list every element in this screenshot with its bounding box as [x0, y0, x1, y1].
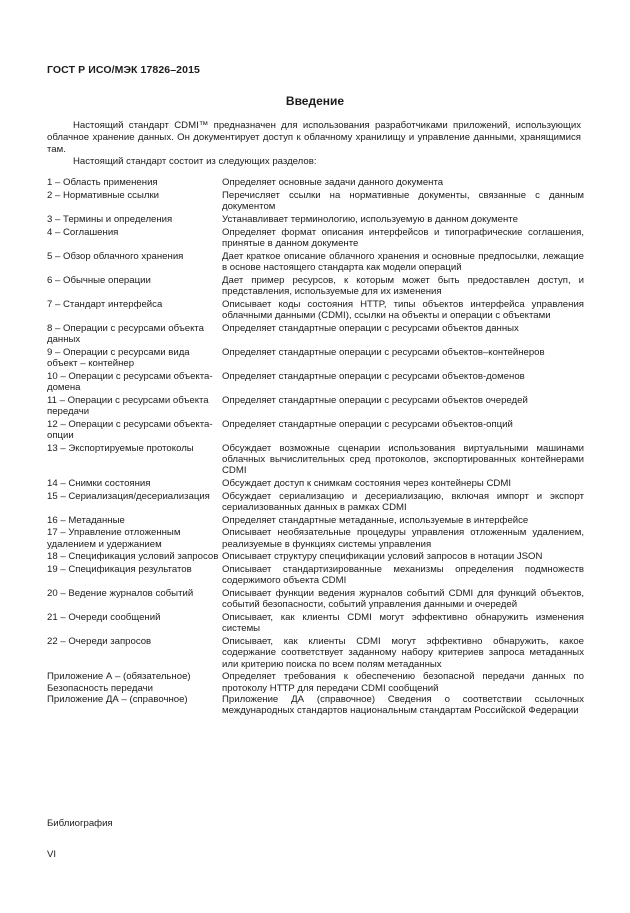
section-description: Устанавливает терминологию, используемую в данном документе	[222, 213, 518, 225]
section-description: Описывает коды состояния HTTP, типы объектов интерфейса управления облачными данными (CDMI), ссылки на объекты и операции с объектами	[222, 298, 584, 321]
section-description: Обсуждает доступ к снимкам состояния через контейнеры CDMI	[222, 477, 511, 489]
table-row	[47, 214, 584, 227]
table-row	[47, 227, 584, 251]
section-description: Определяет стандартные операции с ресурсами объектов-доменов	[222, 370, 525, 382]
section-name: 22 – Очереди запросов	[47, 636, 152, 648]
section-name: 3 – Термины и определения	[47, 213, 173, 225]
table-row	[47, 527, 584, 551]
bibliography-label: Библиография	[47, 818, 113, 829]
section-description: Определяет стандартные операции с ресурсами объектов данных	[222, 322, 519, 334]
table-row	[47, 478, 584, 491]
section-description: Обсуждает возможные сценарии использования виртуальными машинами облачных вычислительных сред протоколов, экспортированных контейнерами CDMI	[222, 442, 584, 476]
section-name: 12 – Операции с ресурсами объекта-опции	[47, 418, 213, 441]
section-description: Определяет стандартные операции с ресурсами объектов-опций	[222, 418, 513, 430]
table-row	[47, 419, 584, 443]
table-row	[47, 515, 584, 528]
section-name: 4 – Соглашения	[47, 226, 119, 238]
section-name: 7 – Стандарт интерфейса	[47, 298, 163, 310]
table-row	[47, 636, 584, 671]
section-name: 9 – Операции с ресурсами вида объект – контейнер	[47, 346, 190, 369]
table-row	[47, 671, 584, 693]
section-name: 21 – Очереди сообщений	[47, 612, 161, 624]
section-name: 13 – Экспортируемые протоколы	[47, 442, 194, 454]
section-description: Описывает необязательные процедуры управления отложенным удалением, реализуемые в функциях системы управления	[222, 527, 584, 550]
intro-section	[47, 120, 581, 168]
table-row	[47, 491, 584, 515]
section-name: 20 – Ведение журналов событий	[47, 588, 194, 600]
section-name: 17 – Управление отложенным удалением и удержанием	[47, 527, 181, 550]
table-row	[47, 275, 584, 299]
table-row	[47, 177, 584, 190]
table-row	[47, 612, 584, 636]
section-name: 6 – Обычные операции	[47, 274, 151, 286]
section-description: Описывает, как клиенты CDMI могут эффективно обнаружить изменения системы	[222, 612, 584, 635]
section-description: Определяет требования к обеспечению безопасной передачи данных по протоколу HTTP для передачи CDMI сообщений	[222, 671, 584, 694]
section-name: 5 – Обзор облачного хранения	[47, 250, 184, 262]
section-name: 1 – Область применения	[47, 177, 158, 188]
table-row	[47, 588, 584, 612]
section-name: 14 – Снимки состояния	[47, 477, 151, 489]
intro-lead: Настоящий стандарт состоит из следующих разделов:	[73, 156, 317, 167]
section-description: Определяет стандартные операции с ресурсами объектов очередей	[222, 394, 528, 406]
section-description: Описывает функции ведения журналов событий CDMI для функций объектов, событий безопасности, событий управления данными и очередей	[222, 588, 584, 611]
document-header: ГОСТ Р ИСО/МЭК 17826–2015	[47, 64, 200, 76]
section-description: Обсуждает сериализацию и десериализацию, включая импорт и экспорт сериализованных данных в рамках CDMI	[222, 490, 584, 513]
table-row	[47, 395, 584, 419]
section-description: Дает краткое описание облачного хранения и основные предпосылки, лежащие в основе настоящего стандарта как модели операций	[222, 250, 584, 273]
table-row	[47, 371, 584, 395]
table-row	[47, 190, 584, 214]
page-title: Введение	[285, 94, 345, 108]
section-description: Определяет стандартные метаданные, используемые в интерфейсе	[222, 514, 529, 526]
section-name: Приложение ДА – (справочное)	[47, 693, 188, 705]
section-name: Приложение А – (обязательное) Безопасность передачи	[47, 671, 191, 694]
section-name: 8 – Операции с ресурсами объекта данных	[47, 322, 205, 345]
section-name: 2 – Нормативные ссылки	[47, 189, 160, 201]
table-row	[47, 323, 584, 347]
section-description: Дает пример ресурсов, к которым может быть предоставлен доступ, и представления, используемые для их изменения	[222, 274, 584, 297]
section-description: Описывает структуру спецификации условий запросов в нотации JSON	[222, 551, 543, 563]
section-name: 18 – Спецификация условий запросов	[47, 551, 219, 563]
table-row	[47, 443, 584, 478]
section-name: 10 – Операции с ресурсами объекта-домена	[47, 370, 213, 393]
table-row	[47, 347, 584, 371]
section-name: 16 – Метаданные	[47, 514, 125, 526]
section-description: Описывает стандартизированные механизмы определения подмножеств содержимого объекта CDMI	[222, 564, 584, 587]
section-description: Определяет формат описания интерфейсов и типографические соглашения, принятые в данном документе	[222, 226, 584, 249]
table-row	[47, 694, 584, 716]
intro-paragraph: Настоящий стандарт CDMI™ предназначен для использования разработчиками приложений, использующих облачное хранение данных. Он документирует доступ к облачному хранилищу и управление данными, хранящимися там.	[47, 120, 581, 155]
section-description: Определяет стандартные операции с ресурсами объектов–контейнеров	[222, 346, 545, 358]
table-row	[47, 551, 584, 564]
section-description: Приложение ДА (справочное) Сведения о соответствии ссылочных международных стандартов национальным стандартам Российской Федерации	[222, 693, 584, 716]
table-row	[47, 299, 584, 323]
section-name: 19 – Спецификация результатов	[47, 564, 192, 576]
section-description: Определяет основные задачи данного документа	[222, 177, 444, 188]
table-row	[47, 251, 584, 275]
section-description: Описывает, как клиенты CDMI могут эффективно обнаружить, какое содержание соответствует заданному набору критериев запроса метаданных или критерию поиска по всем полям метаданных	[222, 636, 584, 670]
section-name: 15 – Сериализация/десериализация	[47, 490, 210, 502]
section-description: Перечисляет ссылки на нормативные документы, связанные с данным документом	[222, 189, 584, 212]
page-number: VI	[47, 849, 57, 860]
sections-table	[47, 177, 584, 716]
section-name: 11 – Операции с ресурсами объекта передачи	[47, 394, 209, 417]
table-row	[47, 564, 584, 588]
